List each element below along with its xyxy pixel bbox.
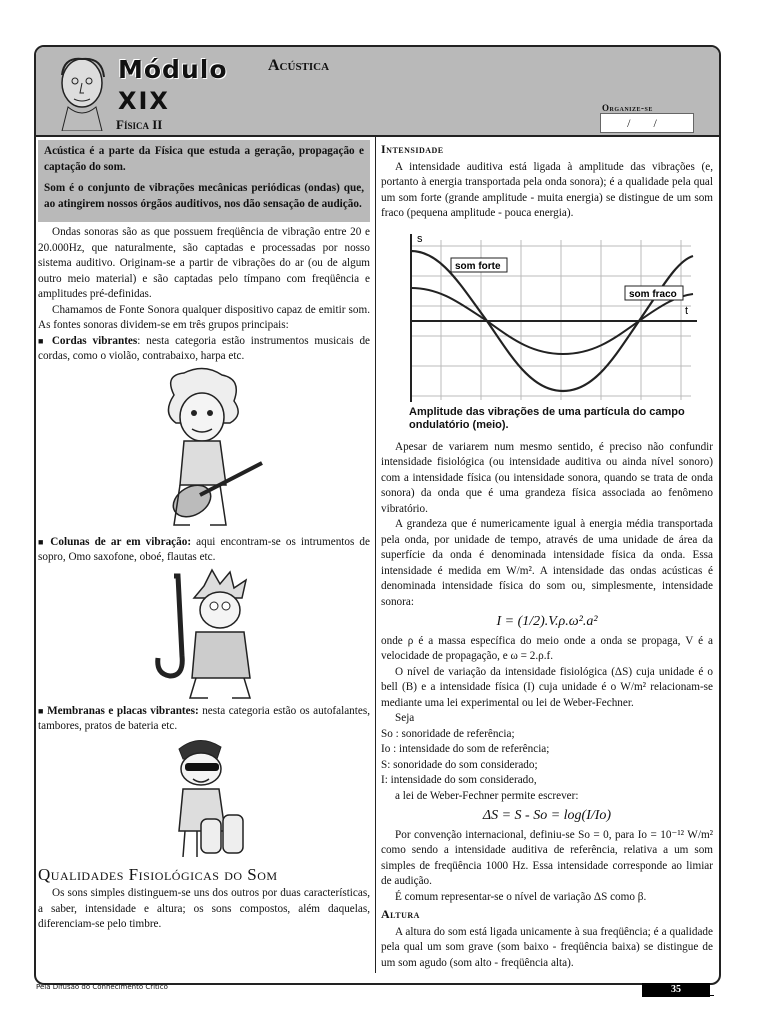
guitar-player-illustration [134, 365, 274, 535]
section-title-qualidades: Qualidades Fisiológicas do Som [38, 864, 278, 884]
definition-s: S: sonoridade do som considerado; [381, 758, 538, 771]
paragraph-fonte-sonora: Chamamos de Fonte Sonora qualquer dispositivo capaz de emitir som. As fontes sonoras dividem-se em três grupos principais: [38, 303, 370, 331]
bullet-membranas-title: Membranas e placas vibrantes: [47, 704, 199, 717]
saxophone-player-illustration [134, 566, 274, 704]
module-header [36, 47, 719, 137]
date-field[interactable]: / / [600, 113, 694, 133]
figure-caption: Amplitude das vibrações de uma partícula do campo ondulatório (meio). [409, 405, 685, 431]
definition-i: I: intensidade do som considerado, [381, 774, 537, 786]
scientist-portrait-illustration [50, 53, 114, 131]
organize-label: Organize-se [602, 103, 653, 113]
paragraph-ondas-sonoras: Ondas sonoras são as que possuem freqüência de vibração entre 20 e 20.000Hz, que naturalmente, são captadas e processadas por nosso sistema auditivo. Originam-se a partir de vibrações do ar (ou de algum outro meio material) e são captadas pelo tímpano com freqüência e amplitudes pré-definidas. [38, 226, 370, 300]
paragraph-nao-confundir: Apesar de variarem num mesmo sentido, é preciso não confundir intensidade fisiológica (ou intensidade auditiva ou ainda nível sonoro) com a intensidade física (ou intensidade sonora, quando se trata de onda sonora) da onda que é uma grandeza física associada ao fenômeno vibratório. [381, 440, 713, 515]
graph-axis-t: t [685, 304, 689, 317]
graph-axis-s: s [417, 232, 423, 245]
bullet-colunas-text: aqui encontram-se os intrumentos de sopro, Omo saxofone, oboé, flautas etc. [38, 535, 370, 563]
bullet-membranas-text: nesta categoria estão os autofalantes, tambores, pratos de bateria etc. [38, 704, 370, 732]
column-divider [375, 137, 376, 973]
bullet-colunas [38, 535, 370, 566]
left-column [38, 140, 370, 933]
bullet-cordas-text: : nesta categoria estão instrumentos musicais de cordas, como o violão, contrabaixo, harpa etc. [38, 334, 371, 362]
graph-label-som-forte: som forte [455, 260, 501, 272]
paragraph-weber-fechner: O nível de variação da intensidade fisiológica (ΔS) cuja unidade é o bell (B) e a intensidade física (I) cuja unidade é o W/m² relacionam-se mediante uma lei experimental ou lei de Weber-Fechner. [381, 665, 713, 709]
footer-slogan: Pela Difusão do Conhecimento Crítico [36, 983, 168, 991]
definition-so: So : sonoridade de referência; [381, 727, 515, 740]
intro-definition-som: Som é o conjunto de vibrações mecânicas periódicas (ondas) que, ao atingirem nossos órgãos auditivos, nos dão sensação de audição. [44, 182, 364, 210]
paragraph-convencao: Por convenção internacional, definiu-se So = 0, para Io = 10⁻¹² W/m² como sendo a intensidade auditiva de referência, relativa a um som simples de freqüência 1000 Hz. Essa intensidade corresponde ao limiar de audição. [381, 828, 713, 887]
subject-label: Física II [116, 117, 163, 132]
lei-intro: a lei de Weber-Fechner permite escrever: [395, 789, 579, 802]
topic-title: Acústica [268, 57, 330, 74]
amplitude-graph [381, 226, 713, 404]
formula-intensidade: I = (1/2).V.ρ.ω².a² [496, 614, 598, 629]
intro-box [38, 140, 370, 222]
bullet-colunas-title: Colunas de ar em vibração: [50, 535, 192, 548]
right-column [381, 140, 713, 971]
page-frame [34, 45, 721, 985]
paragraph-beta: É comum representar-se o nível de variação ΔS como β. [395, 890, 647, 903]
paragraph-intensidade-fisica: A grandeza que é numericamente igual à energia média transportada pela onda, por unidade de tempo, através de uma unidade de área da superfície da onda é denominada intensidade física da onda. Essa intensidade é medida em W/m². A intensidade das ondas acústicas é denominada intensidade física do som ou, simplesmente, intensidade sonora: [381, 518, 713, 608]
paragraph-altura: A altura do som está ligada unicamente à sua freqüência; é a qualidade pela qual um som grave (som baixo - freqüência baixa) se distingue de um som agudo (som alto - freqüência alta). [381, 925, 713, 969]
paragraph-onde-rho: onde ρ é a massa específica do meio onde a onda se propaga, V é a velocidade de propagação, e ω = 2.ρ.f. [381, 634, 713, 662]
seja-label: Seja [395, 712, 415, 724]
bullet-membranas [38, 704, 370, 735]
graph-label-som-fraco: som fraco [629, 288, 677, 300]
intro-definition-acustica: Acústica é a parte da Física que estuda a geração, propagação e captação do som. [44, 145, 364, 173]
bullet-cordas [38, 334, 370, 365]
bullet-cordas-title: Cordas vibrantes [51, 334, 138, 347]
drummer-illustration [149, 735, 259, 861]
section-title-intensidade: Intensidade [381, 142, 444, 156]
module-number: XIX [118, 87, 170, 115]
paragraph-intensidade-auditiva: A intensidade auditiva está ligada à amplitude das vibrações (e, portanto à energia transportada pela onda sonora); é a qualidade pela qual um som forte (grande amplitude - muita energia) se distingue de um som fraco (pequena amplitude - pouca energia). [381, 160, 713, 219]
module-label: Módulo [118, 55, 228, 84]
section-title-altura: Altura [381, 907, 420, 921]
page-number-rule [642, 995, 714, 996]
paragraph-sons-simples: Os sons simples distinguem-se uns dos outros por duas características, a saber, intensidade e altura; os sons compostos, além daquelas, diferenciam-se pelo timbre. [38, 887, 370, 930]
formula-weber-fechner: ΔS = S - So = log(I/Io) [482, 808, 612, 823]
page-number: 35 [642, 983, 710, 997]
definition-io: Io : intensidade do som de referência; [381, 743, 550, 755]
